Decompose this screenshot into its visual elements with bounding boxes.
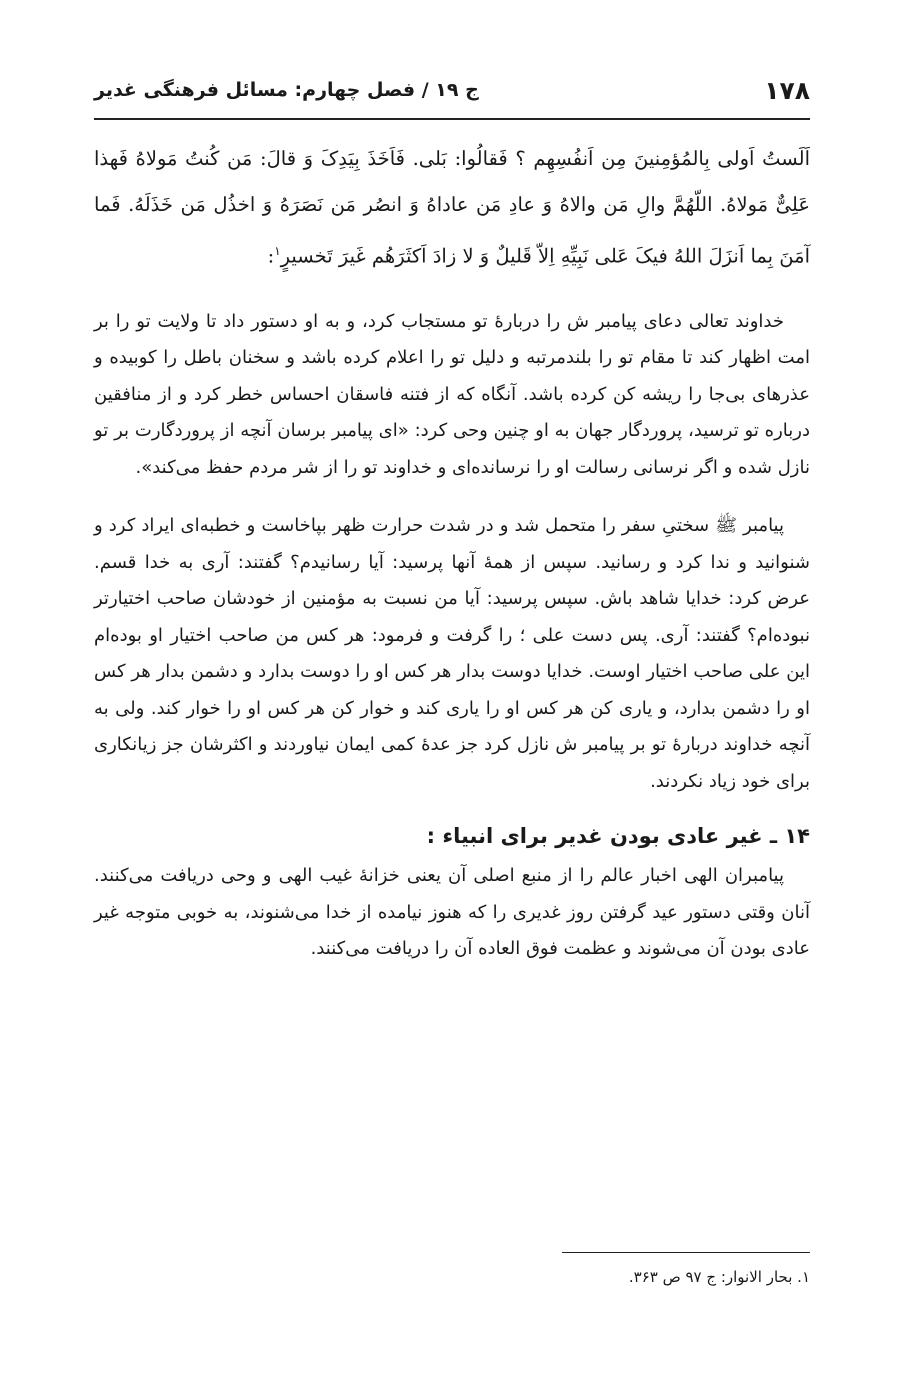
footnote: ۱. بحار الانوار: ج ۹۷ ص ۳۶۳.	[628, 1268, 810, 1286]
page-content	[94, 132, 810, 968]
arabic-quote-end: :	[267, 244, 275, 268]
paragraph-2: پیامبر ﷺ سختیِ سفر را متحمل شد و در شدت حرارت ظهر بپاخاست و خطبه‌ای ایراد کرد و شنوانید و ندا کرد و رسانید. سپس از همۀ آنها پرسید: آیا رسانیدم؟ گفتند: آری به خدا قسم. عرض کرد: خدایا شاهد باش. سپس پرسید: آیا من نسبت به مؤمنین از خودشان صاحب اختیارتر نبوده‌ام؟ گفتند: آری. پس دست علی ؛ را گرفت و فرمود: هر کس من صاحب اختیار او بوده‌ام این علی صاحب اختیار اوست. خدایا دوست بدار هر کس او را دوست بدارد و دشمن بدار هر کس او را دشمن بدارد، و یاری کن هر کس او را یاری کند و خوار کن هر کس او را خوار کند. ولی به آنچه خداوند دربارۀ تو بر پیامبر ش نازل کرد جز عدۀ کمی ایمان نیاوردند و اکثرشان جز زیانکاری برای خود زیاد نکردند.	[94, 515, 810, 792]
header-rule	[94, 118, 810, 120]
arabic-quote-text: اَلَستُ اَولی بِالمُؤمِنینَ مِن اَنفُسِهِم ؟ فَقالُوا: بَلی. فَاَخَذَ بِیَدِکَ وَ قالَ: مَن کُنتُ مَولاهُ فَهذا عَلِیٌّ مَولاهُ. اللّهُمَّ والِ مَن والاهُ وَ عادِ مَن عاداهُ وَ انصُر مَن نَصَرَهُ وَ اخذُل مَن خَذَلَهُ. فَما آمَنَ بِما اَنزَلَ اللهُ فیکَ عَلی نَبِیِّهِ اِلاّ قَلیلٌ وَ لا زادَ اَکثَرَهُم غَیرَ تَخسیرٍ	[94, 147, 810, 268]
arabic-quote	[94, 136, 810, 280]
section-heading: ۱۴ ـ غیر عادی بودن غدیر برای انبیاء :	[426, 824, 810, 848]
page-header	[94, 70, 810, 110]
page-number: ۱۷۸	[764, 75, 810, 105]
footnote-marker: ۱	[274, 244, 281, 258]
paragraph-3: پیامبران الهی اخبار عالم را از منبع اصلی آن یعنی خزانۀ غیب الهی و وحی دریافت می‌کنند. آنان وقتی دستور عید گرفتن روز غدیری را که هنوز نیامده از خدا می‌شنوند، به خوبی متوجه غیر عادی بودن آن می‌شوند و عظمت فوق العاده آن را دریافت می‌کنند.	[94, 865, 810, 959]
footnote-rule	[562, 1252, 810, 1253]
running-title: ج ۱۹ / فصل چهارم: مسائل فرهنگی غدیر	[94, 79, 479, 101]
paragraph-1: خداوند تعالی دعای پیامبر ش را دربارۀ تو مستجاب کرد، و به او دستور داد تا ولایت تو را بر امت اظهار کند تا مقام تو را بلندمرتبه و دلیل تو را اعلام کرده باشد و سخنان باطل را کوبیده و عذرهای بی‌جا را ریشه کن کرده باشد. آنگاه که از فتنه فاسقان احساس خطر کرد و از منافقین درباره تو ترسید، پروردگار جهان به او چنین وحی کرد: «ای پیامبر برسان آنچه از پروردگارت بر تو نازل شده و اگر نرسانی رسالت او را نرسانده‌ای و خداوند تو را از شر مردم حفظ می‌کند».	[94, 310, 810, 478]
